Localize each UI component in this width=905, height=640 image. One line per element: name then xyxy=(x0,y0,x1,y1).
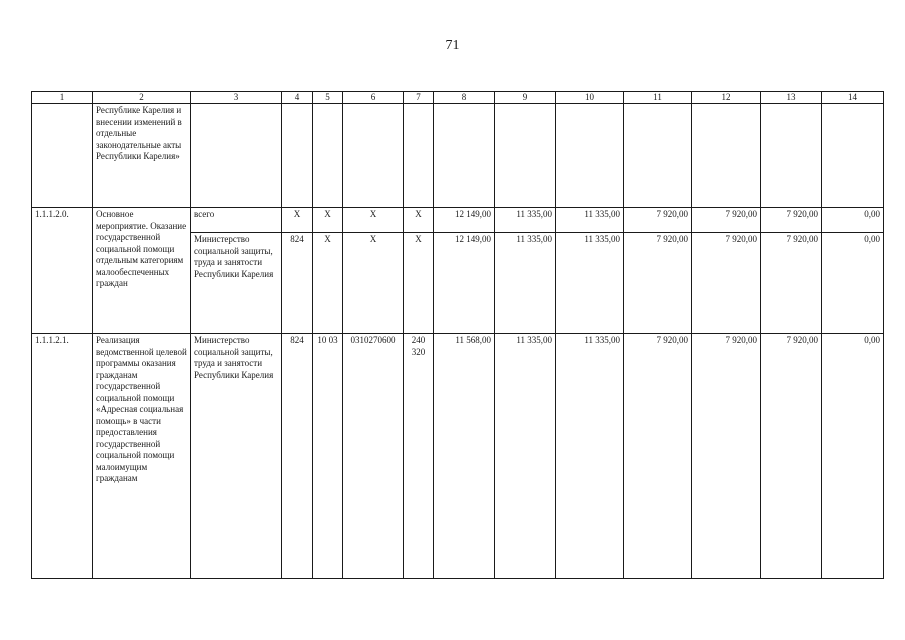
column-header: 6 xyxy=(343,92,404,104)
amount-cell: 7 920,00 xyxy=(761,233,822,334)
column-header: 10 xyxy=(556,92,624,104)
amount-cell: 12 149,00 xyxy=(434,233,495,334)
column-header: 12 xyxy=(692,92,761,104)
cell: Х xyxy=(282,208,313,233)
column-header: 13 xyxy=(761,92,822,104)
cell: Х xyxy=(313,208,343,233)
cell xyxy=(404,104,434,208)
cell xyxy=(692,104,761,208)
executor-cell: Министерство социальной защиты, труда и занятости Республики Карелия xyxy=(191,334,282,579)
amount-cell: 11 335,00 xyxy=(495,233,556,334)
activity-name-cell: Реализация ведомственной целевой программы оказания гражданам государственной социальной помощи «Адресная социальная помощь» в части предоставления государственной социальной помощи малоимущим гражданам xyxy=(93,334,191,579)
amount-cell: 12 149,00 xyxy=(434,208,495,233)
activity-name-cell: Основное мероприятие. Оказание государственной социальной помощи отдельным категориям малообеспеченных граждан xyxy=(93,208,191,334)
column-header: 2 xyxy=(93,92,191,104)
cell: 824 xyxy=(282,233,313,334)
cell: 824 xyxy=(282,334,313,579)
amount-cell: 11 335,00 xyxy=(495,208,556,233)
amount-cell: 11 335,00 xyxy=(556,334,624,579)
cell: Х xyxy=(404,208,434,233)
amount-cell: 7 920,00 xyxy=(761,208,822,233)
page-number: 71 xyxy=(445,38,460,53)
amount-cell: 0,00 xyxy=(822,233,884,334)
table-row xyxy=(32,334,884,579)
budget-table xyxy=(31,91,884,579)
amount-cell: 11 335,00 xyxy=(495,334,556,579)
amount-cell: 7 920,00 xyxy=(624,334,692,579)
column-header: 11 xyxy=(624,92,692,104)
column-header: 5 xyxy=(313,92,343,104)
amount-cell: 7 920,00 xyxy=(692,334,761,579)
cell: Х xyxy=(343,208,404,233)
amount-cell: 7 920,00 xyxy=(624,233,692,334)
cell xyxy=(282,104,313,208)
amount-cell: 11 335,00 xyxy=(556,208,624,233)
cell: Х xyxy=(313,233,343,334)
column-header: 4 xyxy=(282,92,313,104)
column-header: 14 xyxy=(822,92,884,104)
cell xyxy=(624,104,692,208)
cell: Х xyxy=(404,233,434,334)
expense-type-code: 240 xyxy=(411,335,426,345)
cell xyxy=(556,104,624,208)
cell xyxy=(822,104,884,208)
executor-cell: Министерство социальной защиты, труда и занятости Республики Карелия xyxy=(191,233,282,334)
cell xyxy=(434,104,495,208)
amount-cell: 7 920,00 xyxy=(624,208,692,233)
amount-cell: 0,00 xyxy=(822,208,884,233)
cell xyxy=(32,104,93,208)
cell xyxy=(343,104,404,208)
section-code-cell: 10 03 xyxy=(313,334,343,579)
table-row xyxy=(32,104,884,208)
column-header: 8 xyxy=(434,92,495,104)
amount-cell: 7 920,00 xyxy=(692,233,761,334)
column-header: 9 xyxy=(495,92,556,104)
amount-cell: 7 920,00 xyxy=(692,208,761,233)
executor-cell: всего xyxy=(191,208,282,233)
expense-type-code: 320 xyxy=(411,346,426,357)
amount-cell: 0,00 xyxy=(822,334,884,579)
cell xyxy=(191,104,282,208)
amount-cell: 11 335,00 xyxy=(556,233,624,334)
column-header: 1 xyxy=(32,92,93,104)
activity-name-cell: Республике Карелия и внесении изменений в отдельные законодательные акты Республики Карелия» xyxy=(93,104,191,208)
cell xyxy=(761,104,822,208)
column-header: 3 xyxy=(191,92,282,104)
expense-type-cell xyxy=(404,334,434,579)
item-number-cell: 1.1.1.2.0. xyxy=(32,208,93,334)
amount-cell: 11 568,00 xyxy=(434,334,495,579)
amount-cell: 7 920,00 xyxy=(761,334,822,579)
column-number-row xyxy=(32,92,884,104)
cell: Х xyxy=(343,233,404,334)
table-row xyxy=(32,208,884,233)
cell xyxy=(313,104,343,208)
item-number-cell: 1.1.1.2.1. xyxy=(32,334,93,579)
column-header: 7 xyxy=(404,92,434,104)
cell xyxy=(495,104,556,208)
target-article-cell: 0310270600 xyxy=(343,334,404,579)
